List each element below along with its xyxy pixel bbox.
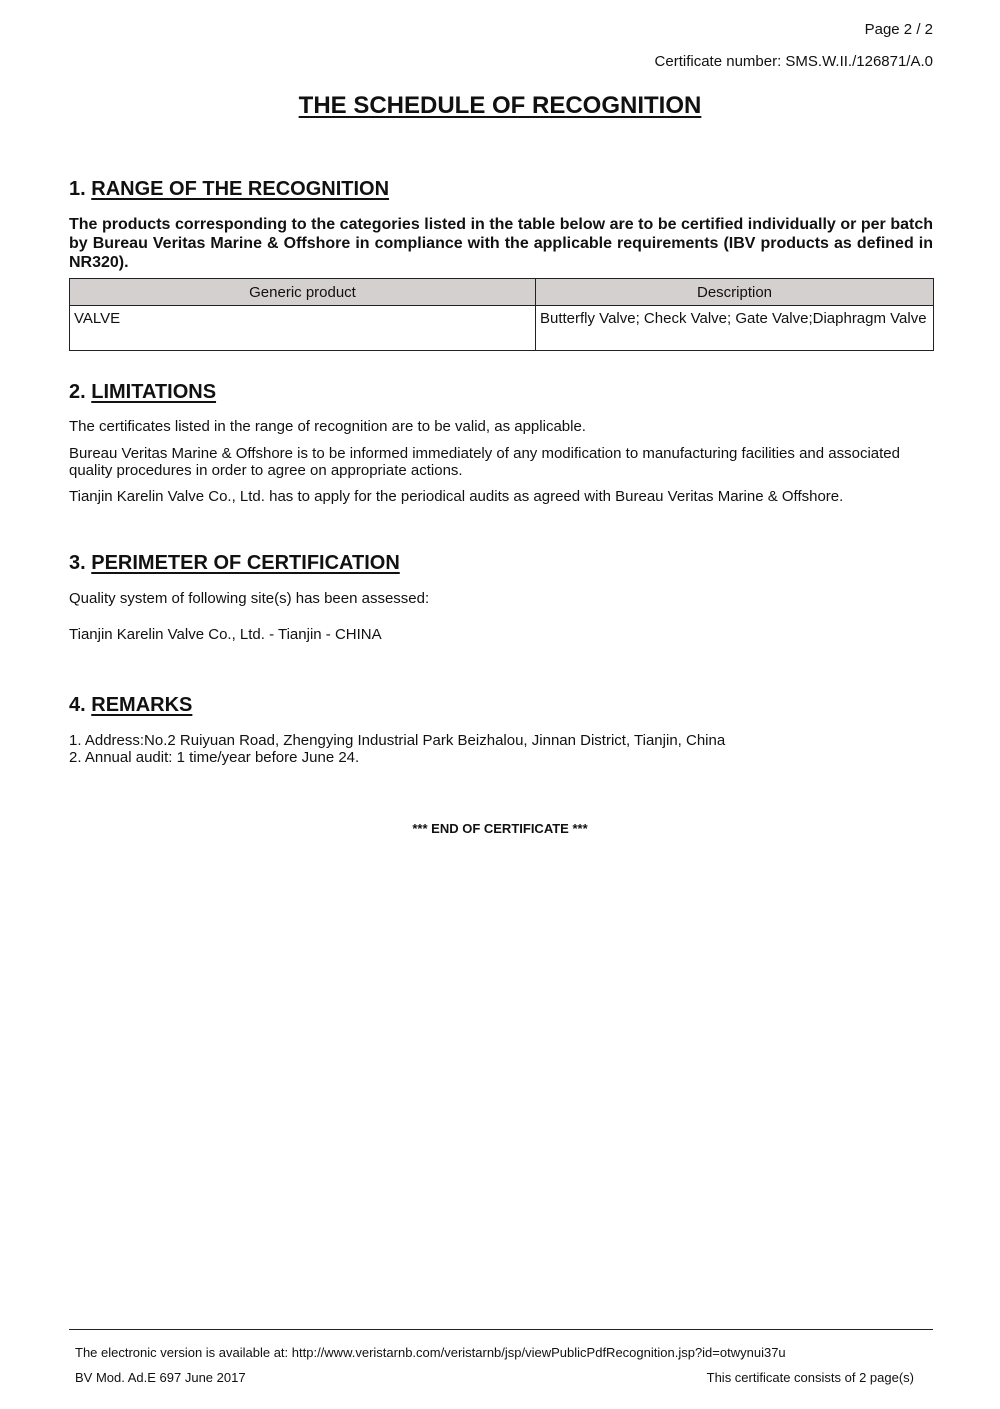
section-2-heading: [69, 381, 216, 404]
table-header-generic-product: Generic product: [70, 279, 536, 306]
section-2-number: 2.: [69, 381, 86, 403]
recognition-table: [69, 278, 934, 351]
section-3-title: PERIMETER OF CERTIFICATION: [91, 552, 400, 574]
end-of-certificate-marker: *** END OF CERTIFICATE ***: [412, 821, 588, 836]
remark-line-2: 2. Annual audit: 1 time/year before June 24.: [69, 749, 360, 766]
page-number: Page 2 / 2: [864, 21, 933, 38]
footer-page-count: This certificate consists of 2 page(s): [706, 1370, 914, 1385]
table-cell-description: Butterfly Valve; Check Valve; Gate Valve;Diaphragm Valve: [536, 306, 934, 351]
footer-divider: [69, 1329, 933, 1330]
certificate-number: Certificate number: SMS.W.II./126871/A.0: [654, 53, 933, 70]
section-1-intro: The products corresponding to the categories listed in the table below are to be certified individually or per batch by Bureau Veritas Marine & Offshore in compliance with the applicable requirements (IBV products as defined in NR320).: [69, 216, 933, 271]
section-4-number: 4.: [69, 694, 86, 716]
section-3-number: 3.: [69, 552, 86, 574]
section-1-number: 1.: [69, 178, 86, 200]
document-title: [0, 92, 1000, 120]
section-3-heading: [69, 552, 400, 575]
perimeter-site: Tianjin Karelin Valve Co., Ltd. - Tianjin - CHINA: [69, 626, 382, 643]
section-1-heading: [69, 178, 389, 201]
footer-form-reference: BV Mod. Ad.E 697 June 2017: [75, 1370, 246, 1385]
perimeter-paragraph-1: Quality system of following site(s) has been assessed:: [69, 590, 430, 607]
section-4-title: REMARKS: [91, 694, 193, 716]
document-title-text: THE SCHEDULE OF RECOGNITION: [298, 92, 702, 119]
limitations-paragraph-1: The certificates listed in the range of recognition are to be valid, as applicable.: [69, 418, 586, 435]
table-header-row: [70, 279, 934, 306]
section-2-title: LIMITATIONS: [91, 381, 217, 403]
table-cell-product: VALVE: [70, 306, 536, 351]
section-1-title: RANGE OF THE RECOGNITION: [91, 178, 390, 200]
table-header-description: Description: [536, 279, 934, 306]
remark-line-1: 1. Address:No.2 Ruiyuan Road, Zhengying Industrial Park Beizhalou, Jinnan District, Tianjin, China: [69, 732, 726, 749]
limitations-paragraph-3: Tianjin Karelin Valve Co., Ltd. has to apply for the periodical audits as agreed with Bureau Veritas Marine & Offshore.: [69, 488, 844, 505]
footer-electronic-version: The electronic version is available at: http://www.veristarnb.com/veristarnb/jsp/viewPublicPdfRecognition.jsp?id=otwynui37u: [75, 1345, 786, 1360]
limitations-paragraph-2: Bureau Veritas Marine & Offshore is to be informed immediately of any modification to manufacturing facilities and associated quality procedures in order to agree on appropriate actions.: [69, 445, 900, 479]
section-4-heading: [69, 694, 192, 717]
table-row: [70, 306, 934, 351]
